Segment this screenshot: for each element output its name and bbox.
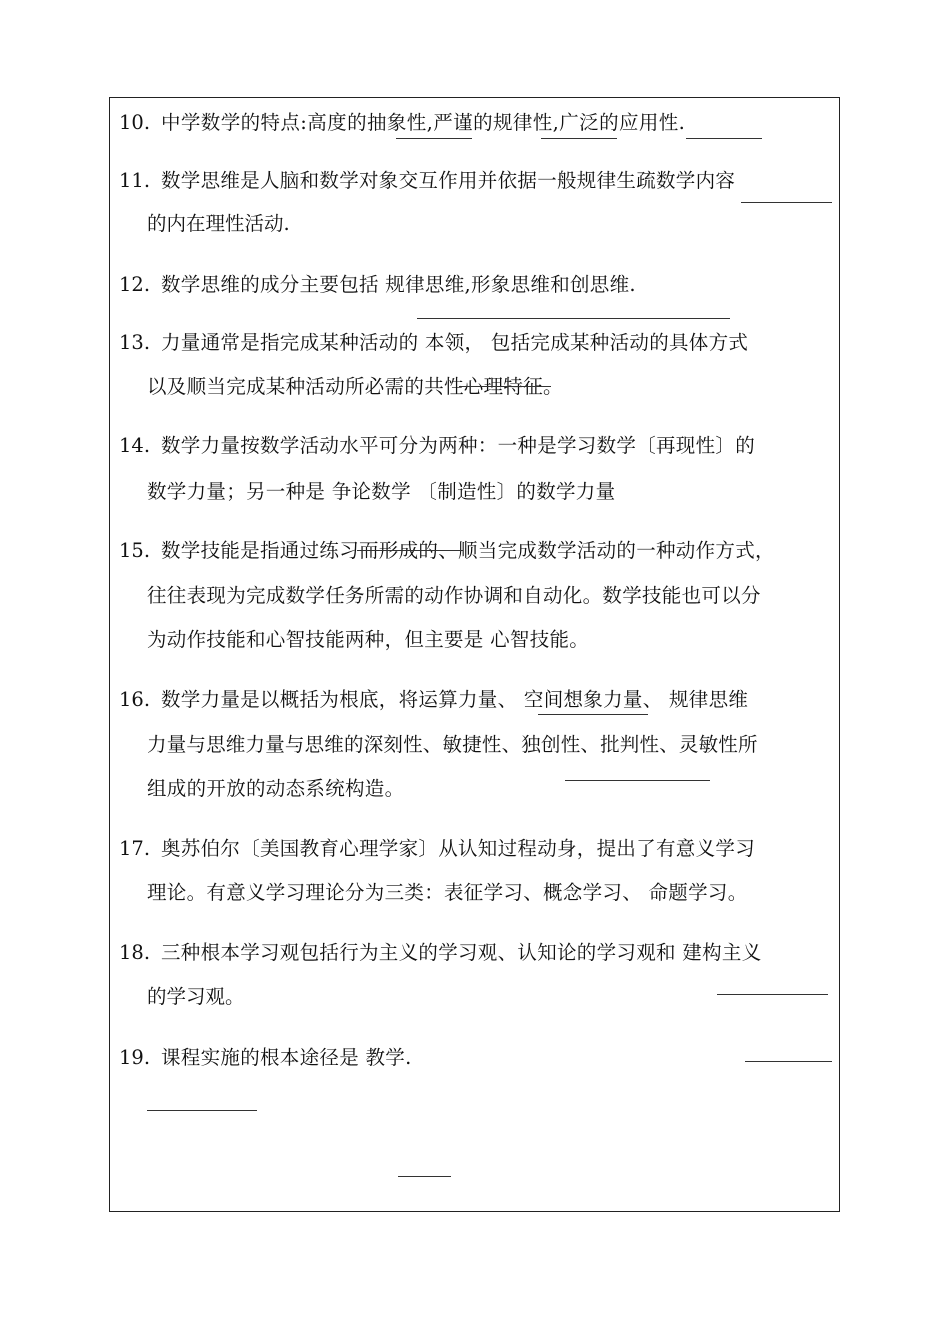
- item-15-line-2: 往往表现为完成数学任务所需的动作协调和自动化。数学技能也可以分: [147, 584, 761, 607]
- item-19-line-1: 课程实施的根本途径是 教学.: [161, 1046, 412, 1069]
- item-11-number: 11.: [119, 169, 151, 192]
- item-17-line-2: 理论。有意义学习理论分为三类：表征学习、概念学习、 命题学习。: [147, 881, 748, 904]
- item-14-number: 14.: [119, 434, 151, 457]
- item-18-number: 18.: [119, 941, 151, 964]
- blank-underline: [147, 1110, 257, 1111]
- blank-underline: [686, 138, 762, 139]
- item-16-line-3: 组成的开放的动态系统构造。: [147, 777, 405, 800]
- item-14-line-1: 数学力量按数学活动水平可分为两种：一种是学习数学〔再现性〕的: [161, 434, 756, 457]
- item-11-line-1: 数学思维是人脑和数学对象交互作用并依据一般规律生疏数学内容: [161, 169, 736, 192]
- blank-underline: [565, 780, 710, 781]
- item-10-number: 10.: [119, 111, 151, 134]
- item-16-line-2: 力量与思维力量与思维的深刻性、敏捷性、独创性、批判性、灵敏性所: [147, 733, 758, 756]
- strikethrough-mark: [459, 386, 551, 387]
- blank-underline: [417, 318, 730, 319]
- blank-underline: [538, 714, 648, 715]
- item-19-number: 19.: [119, 1046, 151, 1069]
- item-16-line-1: 数学力量是以概括为根底，将运算力量、 空间想象力量、 规律思维: [161, 688, 749, 711]
- item-13-number: 13.: [119, 331, 151, 354]
- strikethrough-mark: [357, 550, 463, 551]
- blank-underline: [541, 138, 617, 139]
- item-15-line-1: 数学技能是指通过练习而形成的、顺当完成数学活动的一种动作方式，: [161, 539, 775, 562]
- item-12-line-1: 数学思维的成分主要包括 规律思维,形象思维和创思维.: [161, 273, 636, 296]
- item-12-number: 12.: [119, 273, 151, 296]
- item-18-line-1: 三种根本学习观包括行为主义的学习观、认知论的学习观和 建构主义: [161, 941, 762, 964]
- item-10-line-1: 中学数学的特点:高度的抽象性,严谨的规律性,广泛的应用性.: [161, 111, 686, 134]
- blank-underline: [745, 1061, 832, 1062]
- blank-underline: [396, 138, 472, 139]
- item-15-number: 15.: [119, 539, 151, 562]
- item-13-line-1: 力量通常是指完成某种活动的 本领， 包括完成某种活动的具体方式: [161, 331, 749, 354]
- item-11-line-2: 的内在理性活动.: [147, 212, 290, 235]
- item-16-number: 16.: [119, 688, 151, 711]
- blank-underline: [398, 1176, 451, 1177]
- item-14-line-2: 数学力量；另一种是 争论数学 〔制造性〕的数学力量: [147, 480, 616, 503]
- item-18-line-2: 的学习观。: [147, 985, 245, 1008]
- item-17-number: 17.: [119, 837, 151, 860]
- item-15-line-3: 为动作技能和心智技能两种，但主要是 心智技能。: [147, 628, 590, 651]
- item-13-line-2: 以及顺当完成某种活动所必需的共性心理特征。: [147, 375, 563, 398]
- blank-underline: [741, 202, 832, 203]
- blank-underline: [717, 994, 828, 995]
- item-17-line-1: 奥苏伯尔〔美国教育心理学家〕从认知过程动身，提出了有意义学习: [161, 837, 756, 860]
